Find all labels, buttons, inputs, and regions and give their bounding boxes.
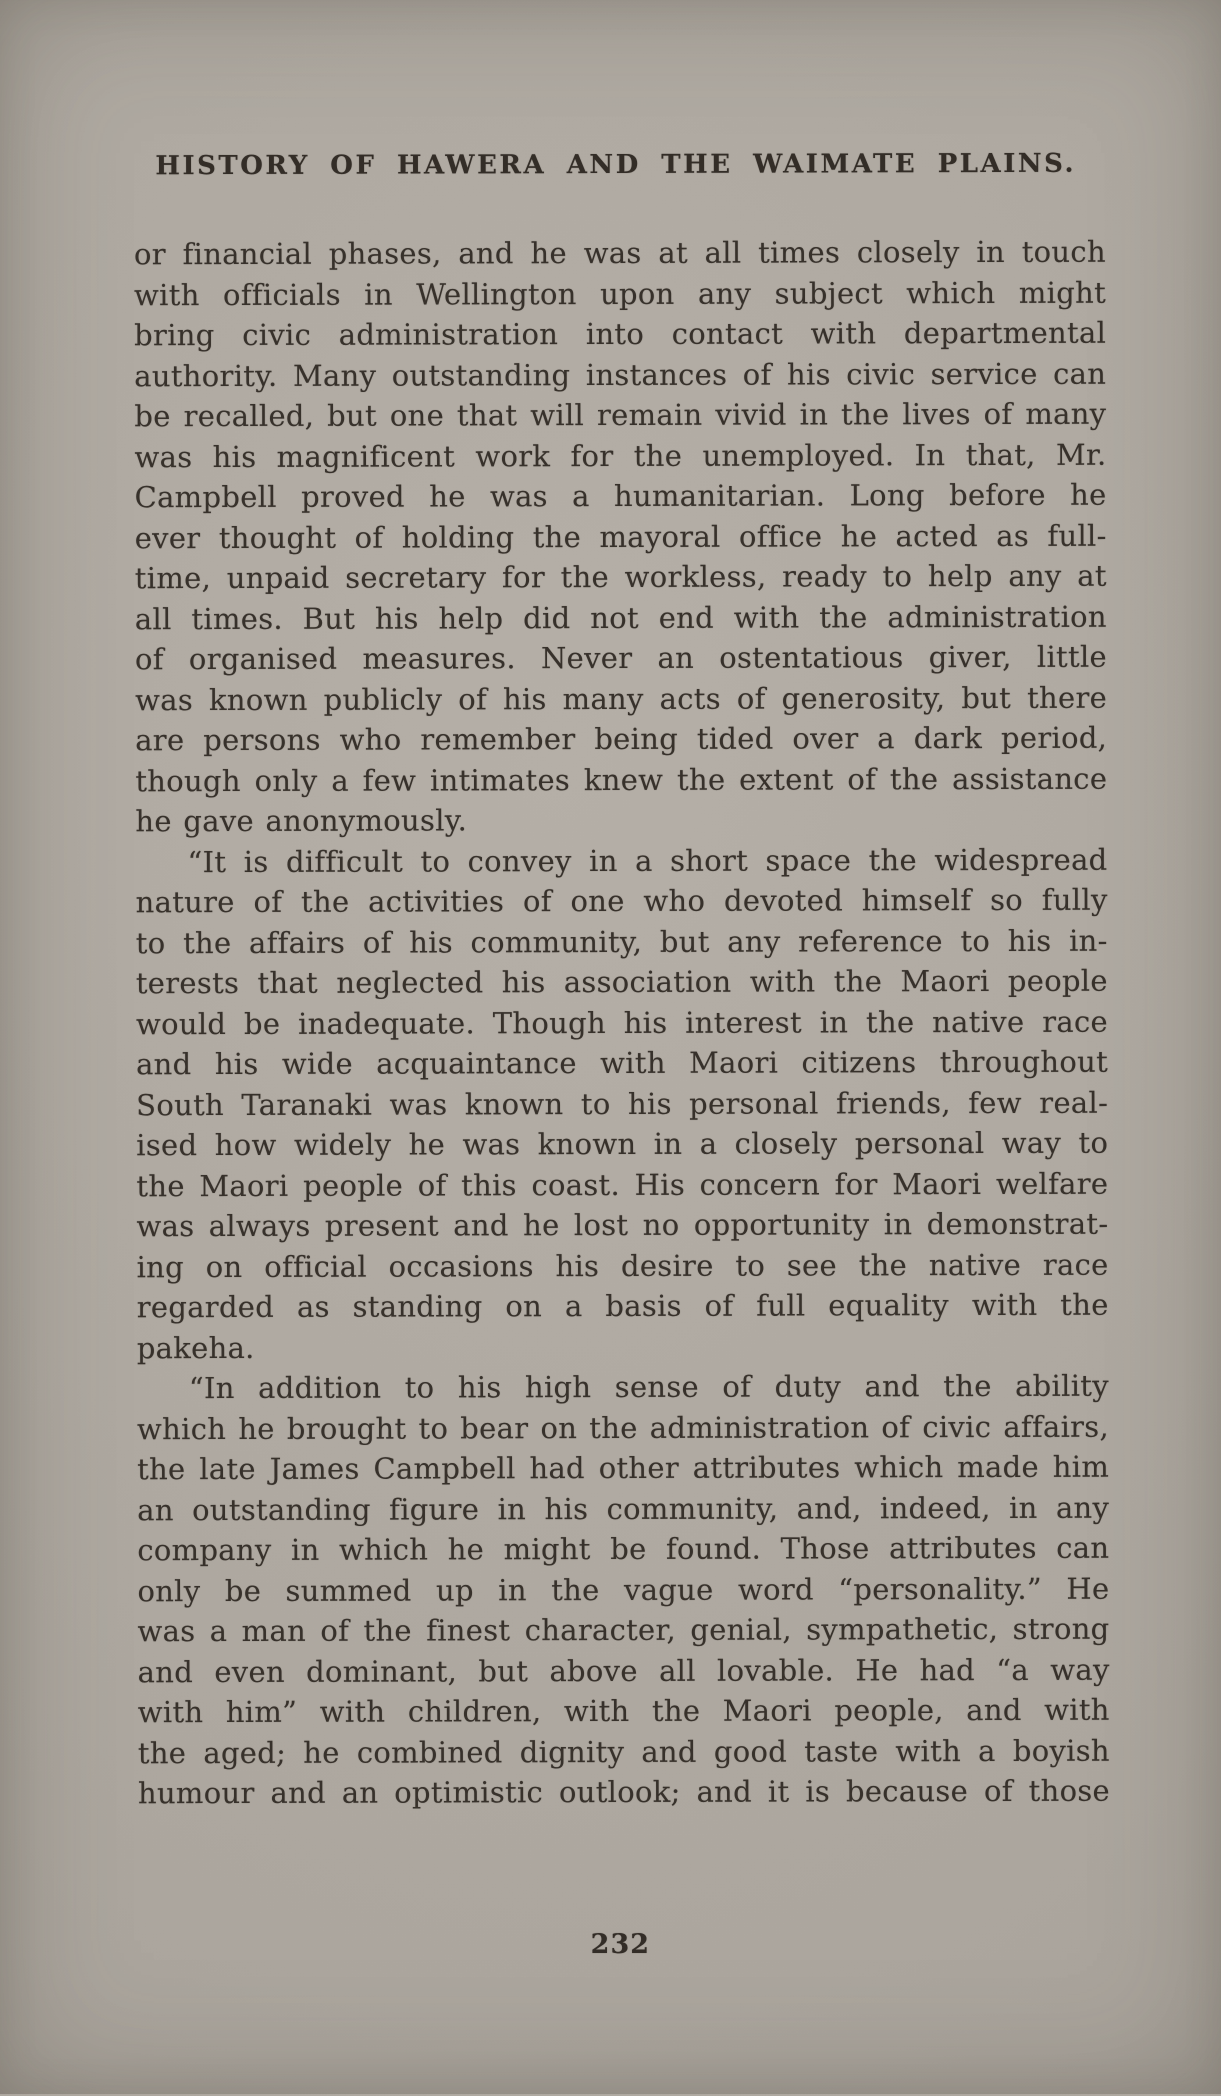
text-line: ever thought of holding the mayoral office he acted as full- xyxy=(134,518,1107,555)
text-line: of organised measures. Never an ostentatious giver, little xyxy=(134,639,1108,677)
text-line: “It is difficult to convey in a short space the widespread xyxy=(187,842,1108,879)
text-line: or financial phases, and he was at all times closely in touch xyxy=(133,234,1106,272)
text-line: to the affairs of his community, but any reference to his in- xyxy=(135,923,1108,960)
text-line: humour and an optimistic outlook; and it is because of those xyxy=(137,1773,1110,1811)
text-line: was known publicly of his many acts of generosity, but there xyxy=(135,680,1108,717)
text-line: and even dominant, but above all lovable. He had “a way xyxy=(137,1652,1110,1689)
text-line: all times. But his help did not end with the administration xyxy=(134,599,1107,636)
text-line: was always present and he lost no opportunity in demonstrat- xyxy=(136,1206,1109,1244)
text-line: was a man of the finest character, genial, sympathetic, strong xyxy=(137,1611,1110,1649)
text-line: authority. Many outstanding instances of his civic service can xyxy=(134,356,1107,393)
text-line: was his magnificent work for the unemployed. In that, Mr. xyxy=(134,437,1107,474)
page-number: 232 xyxy=(590,1928,651,1961)
text-line: only be summed up in the vague word “personality.” He xyxy=(137,1571,1110,1608)
text-line: bring civic administration into contact with departmental xyxy=(134,315,1107,353)
text-line: with him” with children, with the Maori people, and with xyxy=(137,1692,1110,1730)
text-line: an outstanding figure in his community, and, indeed, in any xyxy=(137,1490,1110,1527)
text-line: the aged; he combined dignity and good taste with a boyish xyxy=(137,1733,1110,1770)
text-line: be recalled, but one that will remain vivid in the lives of many xyxy=(134,396,1107,434)
text-line: time, unpaid secretary for the workless, ready to help any at xyxy=(134,558,1107,596)
text-line: terests that neglected his association with the Maori people xyxy=(135,963,1108,1001)
text-line: would be inadequate. Though his interest in the native race xyxy=(135,1004,1108,1041)
text-line: regarded as standing on a basis of full equality with the xyxy=(136,1287,1109,1325)
body-text xyxy=(134,232,1110,1814)
text-line: ised how widely he was known in a closely personal way to xyxy=(136,1125,1109,1163)
text-line: with officials in Wellington upon any subject which might xyxy=(133,275,1107,312)
text-line: company in which he might be found. Those attributes can xyxy=(137,1530,1110,1568)
text-line: the Maori people of this coast. His concern for Maori welfare xyxy=(136,1166,1109,1203)
text-line: Campbell proved he was a humanitarian. Long before he xyxy=(134,477,1107,515)
text-line: nature of the activities of one who devoted himself so fully xyxy=(135,882,1108,920)
text-line: the late James Campbell had other attributes which made him xyxy=(137,1449,1110,1487)
running-header: HISTORY OF HAWERA AND THE WAIMATE PLAINS. xyxy=(155,148,1077,182)
text-line: ing on official occasions his desire to see the native race xyxy=(136,1247,1109,1284)
text-line: though only a few intimates knew the extent of the assistance xyxy=(135,761,1108,798)
text-line: he gave anonymously. xyxy=(135,803,468,839)
text-line: pakeha. xyxy=(136,1330,255,1365)
text-line: are persons who remember being tided over a dark period, xyxy=(135,720,1108,758)
text-line: South Taranaki was known to his personal friends, few real- xyxy=(136,1085,1109,1122)
text-line: “In addition to his high sense of duty and the ability xyxy=(188,1368,1109,1406)
text-line: and his wide acquaintance with Maori citizens throughout xyxy=(135,1044,1109,1082)
text-line: which he brought to bear on the administration of civic affairs, xyxy=(136,1409,1110,1446)
